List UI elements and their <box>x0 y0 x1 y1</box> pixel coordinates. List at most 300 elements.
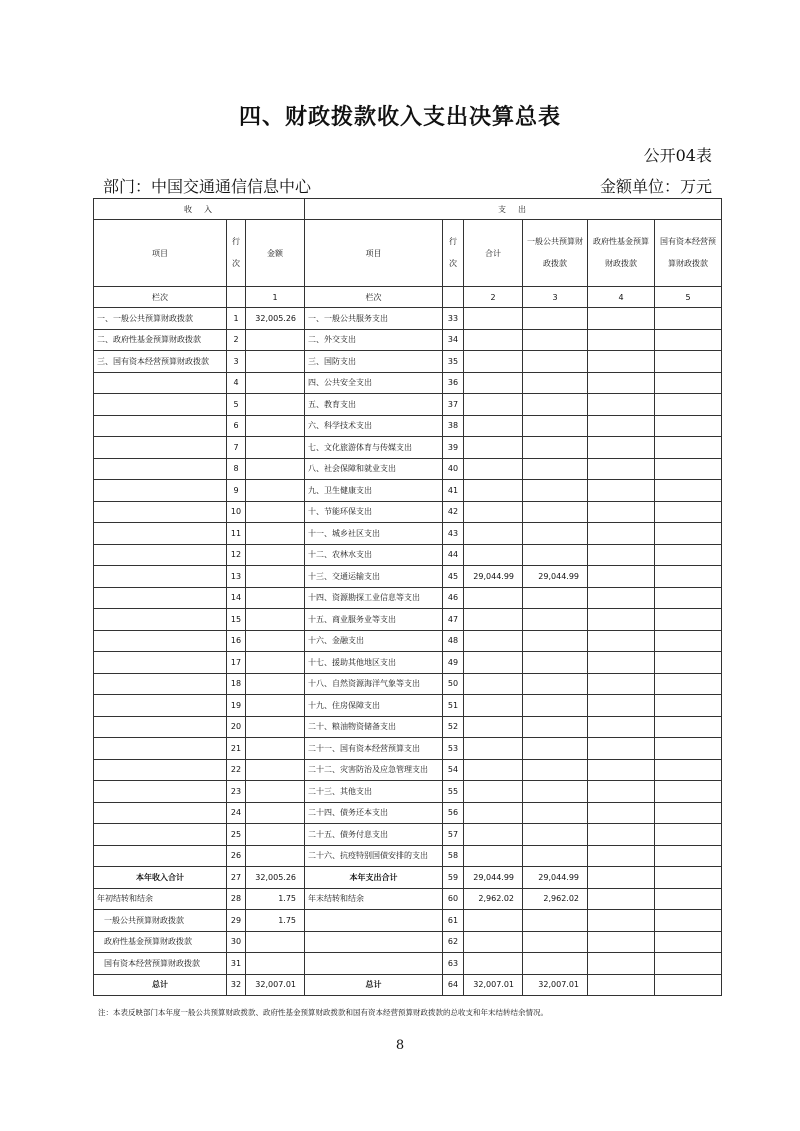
income-amount-cell <box>246 738 305 760</box>
fund-budget-cell <box>588 351 655 373</box>
general-budget-cell: 29,044.99 <box>523 867 588 889</box>
income-amount-cell <box>246 394 305 416</box>
expense-item-cell: 二十三、其他支出 <box>305 781 443 803</box>
expense-total-cell: 32,007.01 <box>464 974 523 996</box>
expense-item-cell: 十八、自然资源海洋气象等支出 <box>305 673 443 695</box>
expense-item-cell: 二、外交支出 <box>305 329 443 351</box>
expense-total-cell <box>464 759 523 781</box>
table-row <box>94 415 722 437</box>
income-line-cell: 5 <box>227 394 246 416</box>
general-budget-cell <box>523 759 588 781</box>
capital-budget-cell <box>655 695 722 717</box>
expense-item-cell: 一、一般公共服务支出 <box>305 308 443 330</box>
income-amount-cell: 32,007.01 <box>246 974 305 996</box>
expense-item-cell: 二十六、抗疫特别国债安排的支出 <box>305 845 443 867</box>
fund-budget-cell <box>588 652 655 674</box>
income-amount-cell <box>246 673 305 695</box>
general-budget-cell: 29,044.99 <box>523 566 588 588</box>
income-item-cell <box>94 394 227 416</box>
income-amount-cell <box>246 566 305 588</box>
expense-line-cell: 33 <box>443 308 464 330</box>
income-line-cell: 31 <box>227 953 246 975</box>
general-budget-cell <box>523 845 588 867</box>
expense-item-cell <box>305 910 443 932</box>
expense-total-cell <box>464 824 523 846</box>
income-item-cell <box>94 781 227 803</box>
expense-item-cell: 四、公共安全支出 <box>305 372 443 394</box>
expense-line-cell: 58 <box>443 845 464 867</box>
table-row <box>94 931 722 953</box>
expense-line-cell: 57 <box>443 824 464 846</box>
col-num-5: 5 <box>655 287 722 308</box>
expense-total-cell <box>464 652 523 674</box>
expense-item-cell: 十四、资源勘探工业信息等支出 <box>305 587 443 609</box>
capital-budget-cell <box>655 480 722 502</box>
table-row <box>94 480 722 502</box>
general-budget-cell <box>523 953 588 975</box>
fund-budget-cell <box>588 953 655 975</box>
general-budget-cell <box>523 652 588 674</box>
expense-line-cell: 63 <box>443 953 464 975</box>
expense-item-cell: 十、节能环保支出 <box>305 501 443 523</box>
capital-budget-cell <box>655 394 722 416</box>
income-item-cell: 三、国有资本经营预算财政拨款 <box>94 351 227 373</box>
income-item-cell <box>94 609 227 631</box>
income-line-cell: 6 <box>227 415 246 437</box>
income-line-cell: 15 <box>227 609 246 631</box>
expense-line-cell: 55 <box>443 781 464 803</box>
expense-line-cell: 37 <box>443 394 464 416</box>
capital-budget-cell <box>655 523 722 545</box>
expense-total-cell <box>464 845 523 867</box>
expense-line-cell: 36 <box>443 372 464 394</box>
general-budget-cell <box>523 910 588 932</box>
fund-budget-cell <box>588 329 655 351</box>
table-row <box>94 458 722 480</box>
expense-item-cell: 二十二、灾害防治及应急管理支出 <box>305 759 443 781</box>
table-row <box>94 544 722 566</box>
capital-budget-cell <box>655 888 722 910</box>
fund-budget-cell <box>588 308 655 330</box>
fund-budget-cell <box>588 824 655 846</box>
expense-item-cell: 五、教育支出 <box>305 394 443 416</box>
capital-budget-cell <box>655 609 722 631</box>
expense-line-cell: 45 <box>443 566 464 588</box>
income-line-cell: 10 <box>227 501 246 523</box>
expense-item-cell: 年末结转和结余 <box>305 888 443 910</box>
income-item-cell <box>94 716 227 738</box>
income-amount-cell <box>246 372 305 394</box>
table-row <box>94 888 722 910</box>
general-budget-cell <box>523 308 588 330</box>
income-amount-cell: 1.75 <box>246 910 305 932</box>
column-number-row <box>94 287 722 308</box>
income-line-cell: 2 <box>227 329 246 351</box>
col-num-1: 1 <box>246 287 305 308</box>
capital-budget-header: 国有资本经营预算财政拨款 <box>655 220 722 287</box>
fund-budget-cell <box>588 695 655 717</box>
income-line-cell: 22 <box>227 759 246 781</box>
capital-budget-cell <box>655 716 722 738</box>
expense-total-cell <box>464 308 523 330</box>
capital-budget-cell <box>655 931 722 953</box>
general-budget-cell <box>523 458 588 480</box>
table-row <box>94 910 722 932</box>
income-amount-cell <box>246 609 305 631</box>
fund-budget-cell <box>588 781 655 803</box>
expense-item-cell: 七、文化旅游体育与传媒支出 <box>305 437 443 459</box>
expense-line-cell: 42 <box>443 501 464 523</box>
fund-budget-cell <box>588 501 655 523</box>
income-line-cell: 19 <box>227 695 246 717</box>
general-budget-cell <box>523 738 588 760</box>
capital-budget-cell <box>655 501 722 523</box>
expense-line-cell: 49 <box>443 652 464 674</box>
expense-item-cell: 十六、金融支出 <box>305 630 443 652</box>
table-row <box>94 824 722 846</box>
general-budget-cell <box>523 695 588 717</box>
fund-budget-cell <box>588 974 655 996</box>
capital-budget-cell <box>655 544 722 566</box>
income-amount-cell <box>246 501 305 523</box>
table-row <box>94 351 722 373</box>
income-line-cell: 12 <box>227 544 246 566</box>
capital-budget-cell <box>655 781 722 803</box>
footnote: 注：本表反映部门本年度一般公共预算财政拨款、政府性基金预算财政拨款和国有资本经营预算财政拨款的总收支和年末结转结余情况。 <box>98 1008 548 1017</box>
income-amount-cell <box>246 953 305 975</box>
expense-total-cell <box>464 544 523 566</box>
col-num-3: 3 <box>523 287 588 308</box>
general-budget-cell <box>523 824 588 846</box>
expense-line-cell: 41 <box>443 480 464 502</box>
income-amount-cell <box>246 480 305 502</box>
income-line-cell: 16 <box>227 630 246 652</box>
col-label-income: 栏次 <box>94 287 227 308</box>
expense-item-cell: 九、卫生健康支出 <box>305 480 443 502</box>
income-line-cell: 25 <box>227 824 246 846</box>
general-budget-cell: 32,007.01 <box>523 974 588 996</box>
table-row <box>94 566 722 588</box>
capital-budget-cell <box>655 437 722 459</box>
fund-budget-cell <box>588 888 655 910</box>
income-amount-cell <box>246 931 305 953</box>
income-item-cell <box>94 458 227 480</box>
capital-budget-cell <box>655 652 722 674</box>
general-budget-cell <box>523 802 588 824</box>
income-item-header: 项目 <box>94 220 227 287</box>
fund-budget-cell <box>588 867 655 889</box>
expense-item-cell: 十七、援助其他地区支出 <box>305 652 443 674</box>
fund-budget-cell <box>588 566 655 588</box>
income-item-cell <box>94 630 227 652</box>
expense-line-cell: 47 <box>443 609 464 631</box>
income-item-cell: 政府性基金预算财政拨款 <box>94 931 227 953</box>
general-budget-cell: 2,962.02 <box>523 888 588 910</box>
expense-item-cell: 本年支出合计 <box>305 867 443 889</box>
fund-budget-cell <box>588 910 655 932</box>
income-line-cell: 9 <box>227 480 246 502</box>
income-amount-cell <box>246 587 305 609</box>
fund-budget-cell <box>588 587 655 609</box>
fund-budget-cell <box>588 931 655 953</box>
expense-total-cell <box>464 910 523 932</box>
fund-budget-cell <box>588 437 655 459</box>
income-item-cell <box>94 845 227 867</box>
col-num-4: 4 <box>588 287 655 308</box>
capital-budget-cell <box>655 566 722 588</box>
expense-line-cell: 48 <box>443 630 464 652</box>
capital-budget-cell <box>655 372 722 394</box>
expense-line-cell: 56 <box>443 802 464 824</box>
income-line-cell: 20 <box>227 716 246 738</box>
table-row <box>94 845 722 867</box>
expense-line-cell: 43 <box>443 523 464 545</box>
income-amount-cell <box>246 781 305 803</box>
income-line-cell: 21 <box>227 738 246 760</box>
income-amount-cell <box>246 630 305 652</box>
table-row <box>94 802 722 824</box>
capital-budget-cell <box>655 458 722 480</box>
capital-budget-cell <box>655 329 722 351</box>
table-row <box>94 716 722 738</box>
general-budget-cell <box>523 501 588 523</box>
income-line-cell: 13 <box>227 566 246 588</box>
expense-total-cell <box>464 394 523 416</box>
income-item-cell: 总计 <box>94 974 227 996</box>
expense-item-cell: 十九、住房保障支出 <box>305 695 443 717</box>
income-line-cell: 18 <box>227 673 246 695</box>
table-row <box>94 781 722 803</box>
income-amount-cell: 1.75 <box>246 888 305 910</box>
capital-budget-cell <box>655 415 722 437</box>
col-blank <box>443 287 464 308</box>
income-item-cell: 二、政府性基金预算财政拨款 <box>94 329 227 351</box>
general-budget-cell <box>523 587 588 609</box>
table-row <box>94 695 722 717</box>
capital-budget-cell <box>655 587 722 609</box>
general-budget-cell <box>523 630 588 652</box>
income-item-cell <box>94 437 227 459</box>
expense-item-cell: 二十一、国有资本经营预算支出 <box>305 738 443 760</box>
fund-budget-cell <box>588 415 655 437</box>
table-row <box>94 523 722 545</box>
expense-item-cell: 三、国防支出 <box>305 351 443 373</box>
expense-line-cell: 62 <box>443 931 464 953</box>
fund-budget-cell <box>588 458 655 480</box>
fund-budget-header: 政府性基金预算财政拨款 <box>588 220 655 287</box>
general-budget-cell <box>523 415 588 437</box>
expense-total-cell <box>464 630 523 652</box>
general-budget-cell <box>523 544 588 566</box>
finance-table <box>93 198 722 996</box>
expense-total-cell <box>464 351 523 373</box>
table-row <box>94 673 722 695</box>
income-item-cell <box>94 759 227 781</box>
department-label: 部门：中国交通通信信息中心 <box>103 177 312 196</box>
fund-budget-cell <box>588 673 655 695</box>
expense-line-cell: 46 <box>443 587 464 609</box>
general-budget-cell <box>523 523 588 545</box>
income-line-header: 行次 <box>227 220 246 287</box>
income-item-cell: 一、一般公共预算财政拨款 <box>94 308 227 330</box>
expense-total-cell <box>464 480 523 502</box>
fund-budget-cell <box>588 480 655 502</box>
capital-budget-cell <box>655 867 722 889</box>
income-line-cell: 24 <box>227 802 246 824</box>
expense-total-cell: 29,044.99 <box>464 566 523 588</box>
income-line-cell: 3 <box>227 351 246 373</box>
expense-item-header: 项目 <box>305 220 443 287</box>
expense-item-cell: 二十、粮油物资储备支出 <box>305 716 443 738</box>
income-amount-cell <box>246 652 305 674</box>
expense-total-cell <box>464 609 523 631</box>
expense-item-cell: 六、科学技术支出 <box>305 415 443 437</box>
general-budget-cell <box>523 437 588 459</box>
income-line-cell: 11 <box>227 523 246 545</box>
expense-item-cell: 十三、交通运输支出 <box>305 566 443 588</box>
fund-budget-cell <box>588 738 655 760</box>
fund-budget-cell <box>588 630 655 652</box>
capital-budget-cell <box>655 910 722 932</box>
expense-line-cell: 44 <box>443 544 464 566</box>
expense-total-cell <box>464 716 523 738</box>
income-amount-cell <box>246 544 305 566</box>
income-item-cell <box>94 652 227 674</box>
income-amount-cell <box>246 523 305 545</box>
income-amount-cell <box>246 351 305 373</box>
table-row <box>94 652 722 674</box>
col-num-2: 2 <box>464 287 523 308</box>
expense-line-cell: 60 <box>443 888 464 910</box>
expense-line-cell: 34 <box>443 329 464 351</box>
capital-budget-cell <box>655 974 722 996</box>
expense-line-cell: 52 <box>443 716 464 738</box>
income-item-cell <box>94 544 227 566</box>
expense-line-cell: 35 <box>443 351 464 373</box>
capital-budget-cell <box>655 738 722 760</box>
capital-budget-cell <box>655 802 722 824</box>
general-budget-header: 一般公共预算财政拨款 <box>523 220 588 287</box>
table-row <box>94 609 722 631</box>
expense-item-cell <box>305 931 443 953</box>
table-row <box>94 308 722 330</box>
capital-budget-cell <box>655 351 722 373</box>
fund-budget-cell <box>588 523 655 545</box>
table-row <box>94 953 722 975</box>
income-amount-cell <box>246 329 305 351</box>
header-row-group <box>94 199 722 220</box>
expense-line-cell: 64 <box>443 974 464 996</box>
general-budget-cell <box>523 609 588 631</box>
income-amount-cell <box>246 458 305 480</box>
expense-total-cell <box>464 738 523 760</box>
income-item-cell <box>94 415 227 437</box>
table-row <box>94 630 722 652</box>
income-amount-cell: 32,005.26 <box>246 308 305 330</box>
income-amount-cell <box>246 695 305 717</box>
table-row <box>94 759 722 781</box>
table-row <box>94 867 722 889</box>
income-item-cell <box>94 824 227 846</box>
expense-total-cell <box>464 329 523 351</box>
capital-budget-cell <box>655 824 722 846</box>
expense-total-header: 合计 <box>464 220 523 287</box>
expense-line-cell: 53 <box>443 738 464 760</box>
expense-item-cell: 十二、农林水支出 <box>305 544 443 566</box>
expense-line-cell: 51 <box>443 695 464 717</box>
expense-item-cell: 二十五、债务付息支出 <box>305 824 443 846</box>
expense-total-cell <box>464 458 523 480</box>
expense-total-cell <box>464 673 523 695</box>
income-item-cell: 本年收入合计 <box>94 867 227 889</box>
income-amount-cell <box>246 716 305 738</box>
expense-line-cell: 50 <box>443 673 464 695</box>
income-item-cell: 年初结转和结余 <box>94 888 227 910</box>
capital-budget-cell <box>655 845 722 867</box>
income-item-cell <box>94 587 227 609</box>
col-label-expense: 栏次 <box>305 287 443 308</box>
income-amount-cell: 32,005.26 <box>246 867 305 889</box>
table-row <box>94 738 722 760</box>
general-budget-cell <box>523 394 588 416</box>
capital-budget-cell <box>655 308 722 330</box>
income-item-cell: 一般公共预算财政拨款 <box>94 910 227 932</box>
expense-total-cell <box>464 695 523 717</box>
capital-budget-cell <box>655 630 722 652</box>
general-budget-cell <box>523 673 588 695</box>
general-budget-cell <box>523 781 588 803</box>
expense-total-cell <box>464 437 523 459</box>
fund-budget-cell <box>588 394 655 416</box>
general-budget-cell <box>523 372 588 394</box>
table-row <box>94 394 722 416</box>
income-amount-cell <box>246 415 305 437</box>
income-amount-cell <box>246 824 305 846</box>
income-line-cell: 26 <box>227 845 246 867</box>
income-item-cell <box>94 566 227 588</box>
income-amount-header: 金额 <box>246 220 305 287</box>
expense-line-cell: 59 <box>443 867 464 889</box>
income-line-cell: 28 <box>227 888 246 910</box>
income-line-cell: 1 <box>227 308 246 330</box>
income-item-cell <box>94 501 227 523</box>
table-row <box>94 501 722 523</box>
income-amount-cell <box>246 759 305 781</box>
expense-header: 支 出 <box>305 199 722 220</box>
income-line-cell: 23 <box>227 781 246 803</box>
fund-budget-cell <box>588 845 655 867</box>
header-row-columns <box>94 220 722 287</box>
income-line-cell: 8 <box>227 458 246 480</box>
income-line-cell: 30 <box>227 931 246 953</box>
income-line-cell: 32 <box>227 974 246 996</box>
unit-label: 金额单位：万元 <box>599 177 712 196</box>
income-item-cell <box>94 695 227 717</box>
income-line-cell: 4 <box>227 372 246 394</box>
fund-budget-cell <box>588 372 655 394</box>
fund-budget-cell <box>588 802 655 824</box>
table-row <box>94 587 722 609</box>
income-line-cell: 29 <box>227 910 246 932</box>
expense-item-cell: 十五、商业服务业等支出 <box>305 609 443 631</box>
expense-line-cell: 40 <box>443 458 464 480</box>
income-item-cell <box>94 480 227 502</box>
expense-total-cell <box>464 501 523 523</box>
general-budget-cell <box>523 329 588 351</box>
general-budget-cell <box>523 480 588 502</box>
table-row <box>94 437 722 459</box>
expense-line-cell: 39 <box>443 437 464 459</box>
